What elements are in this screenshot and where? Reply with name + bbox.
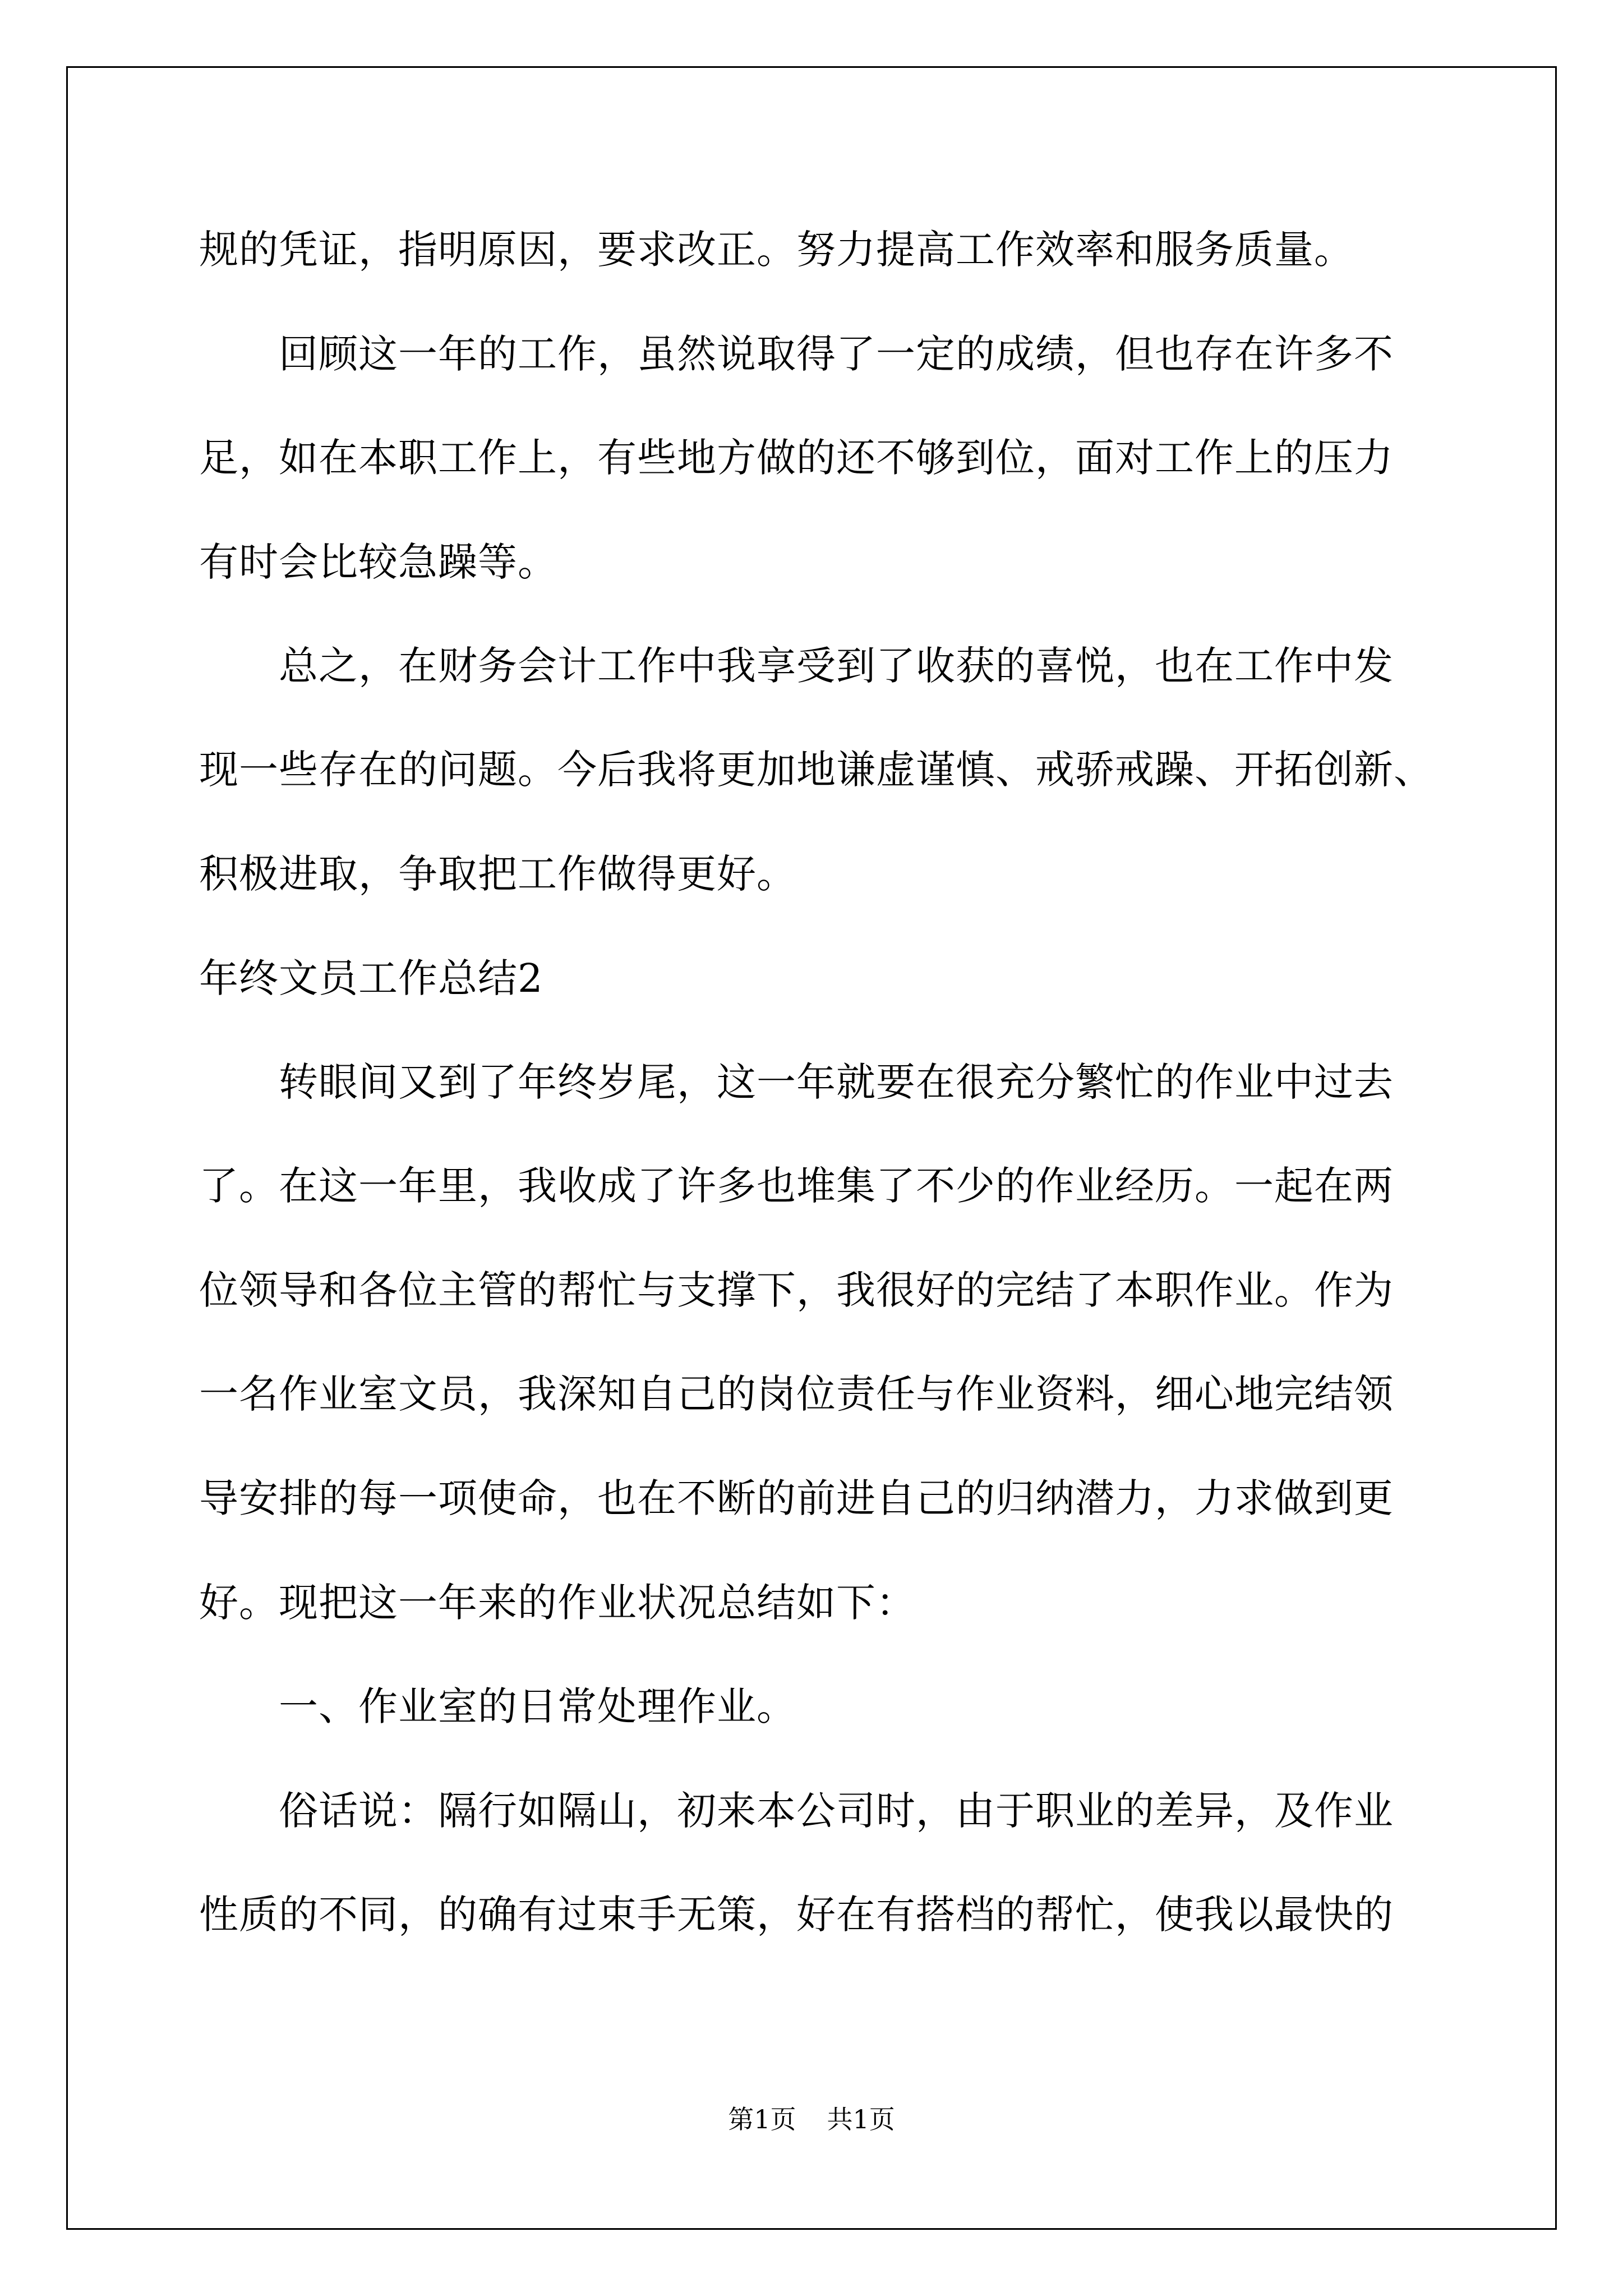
text-line-17: 性质的不同，的确有过束手无策，好在有搭档的帮忙，使我以最快的 [199,1892,1394,1938]
text-line-5: 总之，在财务会计工作中我享受到了收获的喜悦，也在工作中发 [199,643,1394,689]
text-line-9: 转眼间又到了年终岁尾，这一年就要在很充分繁忙的作业中过去 [199,1059,1394,1105]
text-line-7: 积极进取，争取把工作做得更好。 [199,851,796,897]
text-line-16: 俗话说：隔行如隔山，初来本公司时，由于职业的差异，及作业 [199,1788,1394,1834]
text-line-13: 导安排的每一项使命，也在不断的前进自己的归纳潜力，力求做到更 [199,1475,1394,1521]
page-total: 共1页 [827,2104,895,2134]
text-line-3: 足，如在本职工作上，有些地方做的还不够到位，面对工作上的压力 [199,435,1394,481]
text-line-6: 现一些存在的问题。今后我将更加地谦虚谨慎、戒骄戒躁、开拓创新、 [199,747,1433,793]
text-line-14: 好。现把这一年来的作业状况总结如下： [199,1580,916,1626]
text-line-2: 回顾这一年的工作，虽然说取得了一定的成绩，但也存在许多不 [199,331,1394,377]
page-number: 第1页 [728,2104,796,2134]
text-line-15: 一、作业室的日常处理作业。 [199,1683,796,1729]
text-line-11: 位领导和各位主管的帮忙与支撑下，我很好的完结了本职作业。作为 [199,1267,1394,1313]
section-heading: 年终文员工作总结2 [199,955,543,1001]
text-line-10: 了。在这一年里，我收成了许多也堆集了不少的作业经历。一起在两 [199,1163,1394,1209]
text-line-4: 有时会比较急躁等。 [199,539,557,585]
page-footer [0,2102,1623,2136]
text-line-12: 一名作业室文员，我深知自己的岗位责任与作业资料，细心地完结领 [199,1371,1394,1417]
text-line-1: 规的凭证，指明原因，要求改正。努力提高工作效率和服务质量。 [199,227,1354,273]
